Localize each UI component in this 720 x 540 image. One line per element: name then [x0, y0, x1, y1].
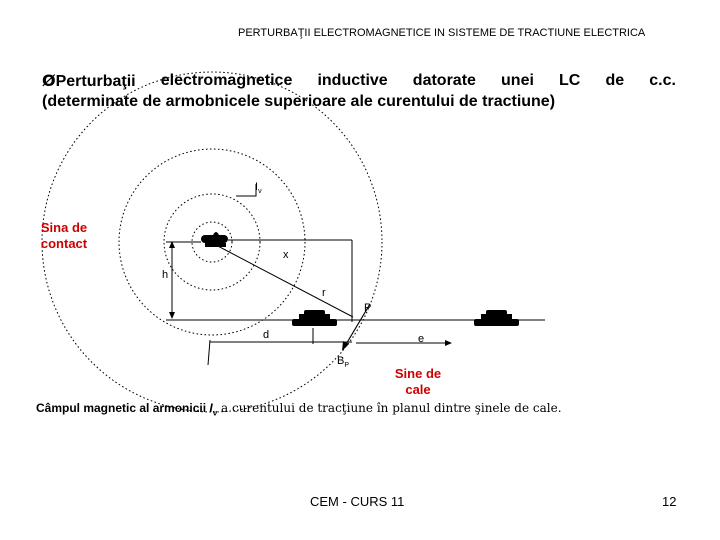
caption-part1: Câmpul magnetic al armonicii — [36, 401, 210, 415]
current-marker — [236, 184, 256, 196]
label-h: h — [162, 269, 169, 281]
title-word: LC — [559, 72, 581, 89]
title-word: de — [605, 72, 625, 89]
title-word: c.c. — [649, 72, 676, 89]
caption-iv-sub: ν — [212, 408, 218, 418]
figure-caption — [36, 401, 562, 417]
bullet-icon: Ø — [42, 71, 56, 90]
left-rail — [292, 310, 337, 326]
label-d: d — [263, 329, 270, 341]
title-line-2: (determinate de armobnicele superioare ale curentului de tractiune) — [42, 93, 556, 110]
label-bp: $B_P$ — [337, 355, 350, 369]
label-p: P — [364, 302, 372, 314]
h-arrow-bottom — [169, 312, 175, 319]
label-sine-cale: Sine de cale — [394, 366, 442, 397]
title-word: electromagnetice — [160, 72, 293, 89]
label-iv: $I_\nu$ — [255, 181, 262, 195]
label-r: r — [322, 287, 326, 299]
label-x: x — [283, 249, 289, 261]
label-e: e — [418, 333, 425, 345]
title-word-text: Perturbaţii — [55, 73, 136, 90]
right-rail — [474, 310, 519, 326]
title-word: datorate — [412, 72, 476, 89]
label-sina-contact: Sina de contact — [40, 220, 88, 251]
caption-iv: I — [209, 401, 213, 415]
page-number: 12 — [662, 494, 677, 509]
e-arrow — [445, 340, 452, 346]
d-tick-left — [208, 340, 210, 365]
header-title: PERTURBAŢII ELECTROMAGNETICE IN SISTEME DE TRACTIUNE ELECTRICA — [238, 27, 646, 39]
title-word: unei — [501, 72, 534, 89]
footer-course: CEM - CURS 11 — [310, 494, 405, 509]
caption-part2: a curentului de tracţiune în planul dintre şinele de cale. — [217, 401, 562, 415]
title-word: inductive — [317, 72, 388, 89]
